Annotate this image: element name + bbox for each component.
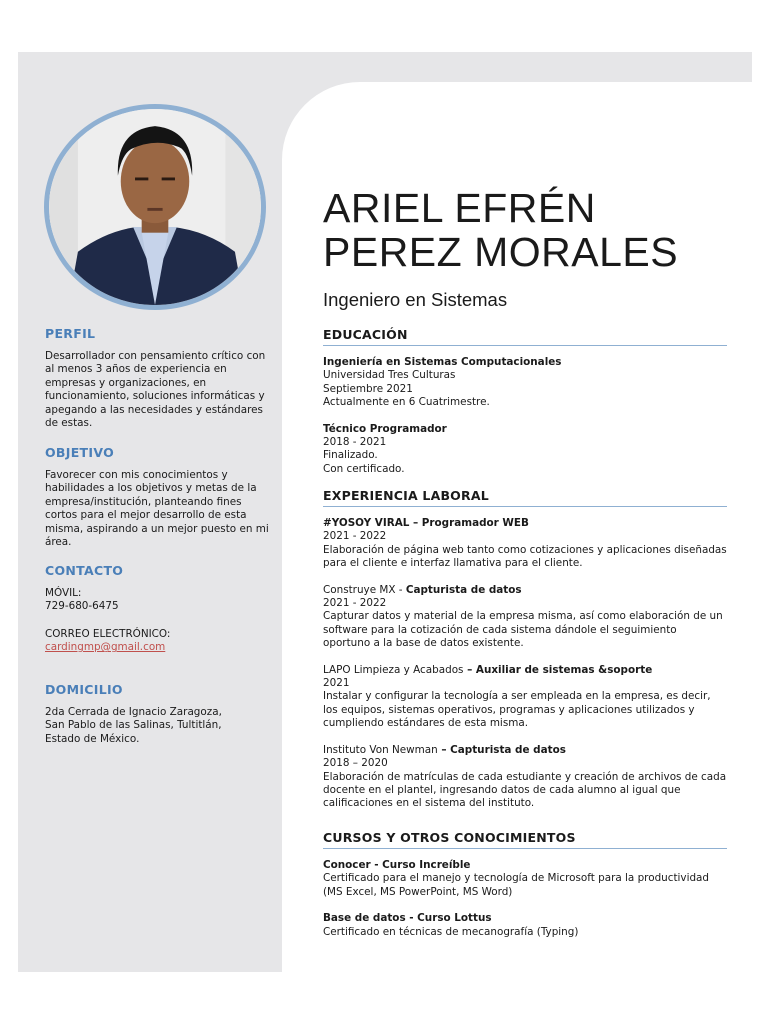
experience-dates: 2021 — [323, 677, 350, 690]
experience-position: Capturista de datos — [450, 743, 566, 756]
course-entry — [323, 912, 727, 939]
candidate-name — [323, 186, 743, 274]
courses-section — [323, 830, 727, 939]
experience-entry — [323, 517, 727, 571]
experience-position: Programador WEB — [421, 517, 529, 529]
course-description: Certificado en técnicas de mecanografía (Typing) — [323, 925, 579, 938]
movil-value: 729-680-6475 — [45, 600, 119, 613]
education-title: Ingeniería en Sistemas Computacionales — [323, 356, 562, 368]
experience-entry — [323, 744, 727, 811]
experience-separator: – — [463, 663, 476, 676]
course-title: Base de datos - Curso Lottus — [323, 912, 492, 925]
experience-title — [323, 744, 727, 757]
experience-company: #YOSOY VIRAL — [323, 517, 410, 529]
education-entry — [323, 423, 727, 477]
course-entry — [323, 859, 727, 899]
experience-title — [323, 517, 727, 530]
name-line: PEREZ MORALES — [323, 229, 679, 275]
candidate-role: Ingeniero en Sistemas — [323, 289, 508, 310]
experience-company: LAPO Limpieza y Acabados — [323, 663, 464, 676]
objetivo-heading: OBJETIVO — [45, 445, 115, 460]
profile-photo-illustration — [49, 109, 261, 305]
perfil-section — [45, 326, 275, 430]
experience-company: Instituto Von Newman — [323, 743, 438, 756]
experience-dates: 2021 - 2022 — [323, 597, 387, 610]
domicilio-section — [45, 682, 275, 746]
experience-section — [323, 488, 727, 811]
education-section — [323, 327, 727, 476]
education-line: 2018 - 2021 — [323, 436, 387, 449]
experience-heading: EXPERIENCIA LABORAL — [323, 488, 727, 507]
experience-description: Elaboración de matrículas de cada estudiante y creación de archivos de cada docente en el plantel, ingresando datos de cada alumno al igual que calificaciones en el sistema del instituto. — [323, 770, 727, 810]
education-entry — [323, 356, 727, 410]
name-line: ARIEL EFRÉN — [323, 185, 596, 231]
experience-separator: – — [409, 517, 422, 529]
experience-position: Capturista de datos — [405, 583, 522, 596]
address-line: 2da Cerrada de Ignacio Zaragoza, — [45, 706, 222, 718]
address-line: Estado de México. — [45, 732, 140, 745]
education-line: Universidad Tres Culturas — [323, 369, 456, 382]
experience-description: Instalar y configurar la tecnología a ser empleada en la empresa, es decir, los equipos, sistemas operativos, programas y aplicaciones utilizados y cumpliendo estándares de esta misma. — [323, 690, 711, 730]
objetivo-text: Favorecer con mis conocimientos y habilidades a los objetivos y metas de la empresa/institución, planteando fines cortos para el mejor desarrollo de esta misma, aspirando a un mejor puesto en mi área. — [45, 469, 269, 549]
education-line: Con certificado. — [323, 462, 405, 475]
education-line: Actualmente en 6 Cuatrimestre. — [323, 396, 490, 409]
education-title: Técnico Programador — [323, 422, 447, 435]
perfil-text: Desarrollador con pensamiento crítico con al menos 3 años de experiencia en empresas y organizaciones, en funcionamiento, soluciones informáticas y apegando a las necesidades y estándares de estas. — [45, 350, 266, 430]
objetivo-section — [45, 445, 275, 549]
contacto-section — [45, 563, 275, 655]
domicilio-address — [45, 706, 275, 746]
address-line: San Pablo de las Salinas, Tultitlán, — [45, 719, 222, 732]
domicilio-heading: DOMICILIO — [45, 682, 123, 697]
experience-description: Elaboración de página web tanto como cotizaciones y aplicaciones diseñadas para el cliente e interfaz llamativa para el cliente. — [323, 543, 727, 570]
experience-dates: 2021 - 2022 — [323, 530, 387, 543]
email-link[interactable]: cardingmp@gmail.com — [45, 641, 166, 654]
education-line: Septiembre 2021 — [323, 382, 413, 395]
correo-label: CORREO ELECTRÓNICO: — [45, 627, 171, 640]
experience-title — [323, 664, 727, 677]
course-title: Conocer - Curso Increíble — [323, 859, 471, 871]
experience-position: Auxiliar de sistemas &soporte — [475, 663, 653, 676]
experience-description: Capturar datos y material de la empresa misma, así como elaboración de un software para la cotización de cada sistema dándole el seguimiento oportuno a la base de datos existente. — [323, 610, 723, 650]
sidebar-bottom — [18, 940, 282, 972]
experience-title — [323, 584, 727, 597]
perfil-heading: PERFIL — [45, 326, 96, 341]
experience-dates: 2018 – 2020 — [323, 757, 388, 770]
experience-separator: - — [395, 583, 406, 596]
movil-label: MÓVIL: — [45, 587, 82, 599]
experience-entry — [323, 664, 727, 731]
experience-entry — [323, 584, 727, 651]
profile-photo — [44, 104, 266, 310]
experience-company: Construye MX — [323, 583, 396, 596]
experience-separator: – — [437, 743, 451, 756]
education-heading: EDUCACIÓN — [323, 327, 727, 346]
course-description: Certificado para el manejo y tecnología de Microsoft para la productividad (MS Excel, MS PowerPoint, MS Word) — [323, 872, 710, 898]
contacto-details — [45, 587, 275, 655]
contacto-heading: CONTACTO — [45, 563, 124, 578]
education-line: Finalizado. — [323, 449, 378, 462]
courses-heading: CURSOS Y OTROS CONOCIMIENTOS — [323, 830, 727, 849]
